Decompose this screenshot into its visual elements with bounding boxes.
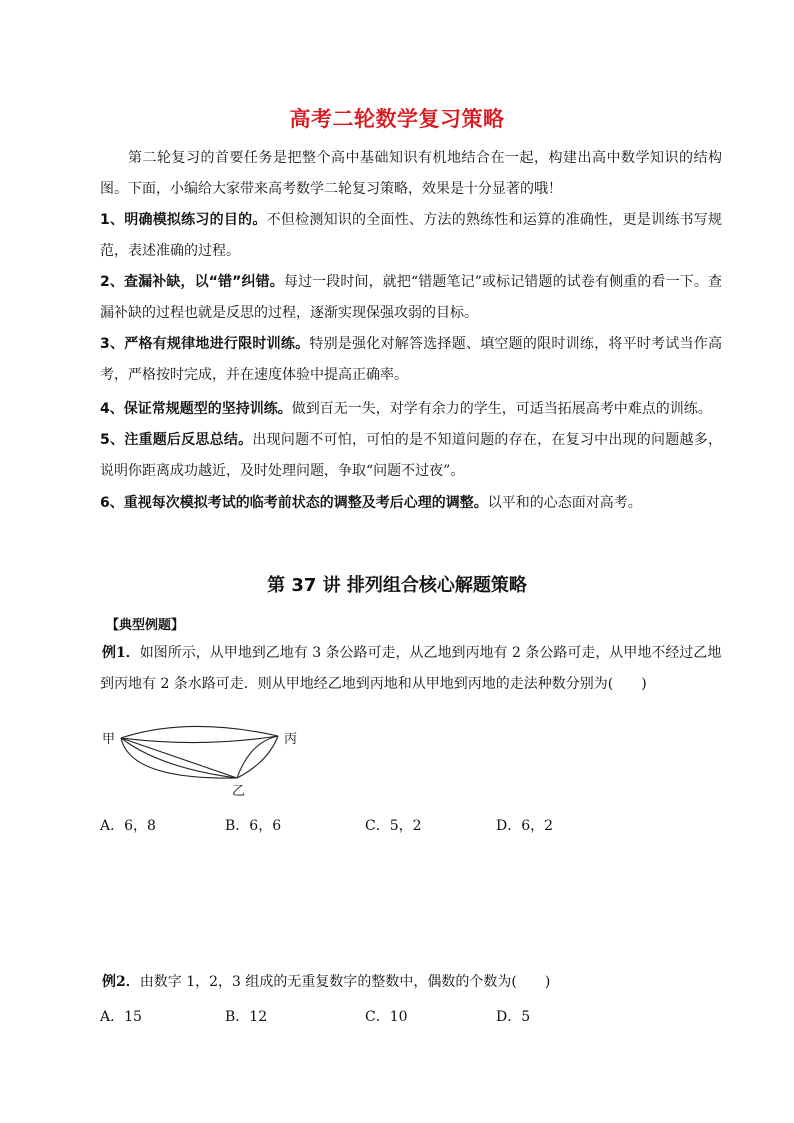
- strategy-4: [100, 394, 722, 425]
- strategy-number: 1、: [100, 212, 125, 228]
- option-d[interactable]: D．6，2: [496, 818, 554, 834]
- strategy-body: 以平和的心态面对高考。: [487, 495, 642, 511]
- node-start-label: 甲: [102, 732, 116, 747]
- water-route: [121, 736, 278, 743]
- document-title: 高考二轮数学复习策略: [289, 107, 505, 131]
- strategy-heading: 保证常规题型的坚持训练。: [123, 401, 292, 417]
- example-2-options: [100, 1006, 722, 1026]
- example-label: 例1．: [102, 645, 140, 661]
- strategy-heading: 查漏补缺，以“错”纠错。: [124, 274, 284, 290]
- strategy-body: 出现问题不可怕，可怕的是不知道问题的存在，在复习中出现的问题越多，说明你距离成功越近，及时处理问题，争取“问题不过夜”。: [100, 432, 723, 479]
- strategy-6: [100, 488, 722, 519]
- option-d[interactable]: D．5: [496, 1009, 531, 1025]
- lecture-title: 第 37 讲 排列组合核心解题策略: [267, 575, 527, 596]
- option-c[interactable]: C．10: [365, 1009, 408, 1025]
- strategy-1: [100, 205, 722, 267]
- strategy-heading: 严格有规律地进行限时训练。: [124, 336, 310, 352]
- example-1-options: [100, 815, 722, 835]
- strategy-number: 6、: [100, 495, 124, 511]
- strategy-3: [100, 329, 722, 391]
- node-end-label: 丙: [284, 732, 298, 747]
- strategy-heading: 明确模拟练习的目的。: [124, 212, 267, 228]
- option-b[interactable]: B．6，6: [225, 818, 282, 834]
- route-lines: [121, 726, 278, 778]
- example-text: 由数字 1，2，3 组成的无重复数字的整数中，偶数的个数为( ): [139, 974, 551, 990]
- strategy-body: 特别是强化对解答选择题、填空题的限时训练，将平时考试当作高考，严格按时完成，并在速度体验中提高正确率。: [100, 336, 723, 383]
- strategy-number: 3、: [100, 336, 125, 352]
- strategy-body: 做到百无一失，对学有余力的学生，可适当拓展高考中难点的训练。: [291, 401, 712, 417]
- strategy-heading: 注重题后反思总结。: [124, 432, 253, 448]
- strategy-number: 2、: [100, 274, 124, 290]
- route-diagram: [100, 722, 310, 802]
- strategy-number: 5、: [100, 432, 125, 448]
- strategy-body: 每过一段时间，就把“错题笔记”或标记错题的试卷有侧重的看一下。查漏补缺的过程也就是反思的过程，逐渐实现保强攻弱的目标。: [100, 274, 722, 321]
- example-1-question: [100, 638, 722, 700]
- road-route: [121, 738, 237, 778]
- strategy-heading: 重视每次模拟考试的临考前状态的调整及考后心理的调整。: [123, 495, 488, 511]
- intro-paragraph: 第二轮复习的首要任务是把整个高中基础知识有机地结合在一起，构建出高中数学知识的结构图。下面，小编给大家带来高考数学二轮复习策略，效果是十分显著的哦！: [100, 150, 722, 197]
- option-a[interactable]: A．6，8: [100, 818, 156, 834]
- section-label: 【典型例题】: [106, 618, 185, 633]
- example-text: 如图所示，从甲地到乙地有 3 条公路可走，从乙地到丙地有 2 条公路可走，从甲地不经过乙地到丙地有 2 条水路可走．则从甲地经乙地到丙地和从甲地到丙地的走法种数分别为( ): [100, 645, 722, 692]
- strategy-number: 4、: [100, 401, 124, 417]
- strategy-body: 不但检测知识的全面性、方法的熟练性和运算的准确性，更是训练书写规范，表述准确的过程。: [100, 212, 722, 259]
- example-label: 例2．: [102, 974, 140, 990]
- road-route: [237, 736, 278, 778]
- option-b[interactable]: B．12: [225, 1009, 268, 1025]
- node-middle-label: 乙: [232, 784, 246, 799]
- road-route: [237, 736, 278, 778]
- option-c[interactable]: C．5，2: [365, 818, 422, 834]
- option-a[interactable]: A．15: [100, 1009, 142, 1025]
- strategy-5: [100, 425, 722, 487]
- example-2-question: [100, 967, 722, 998]
- water-route: [121, 726, 278, 738]
- strategy-2: [100, 267, 722, 329]
